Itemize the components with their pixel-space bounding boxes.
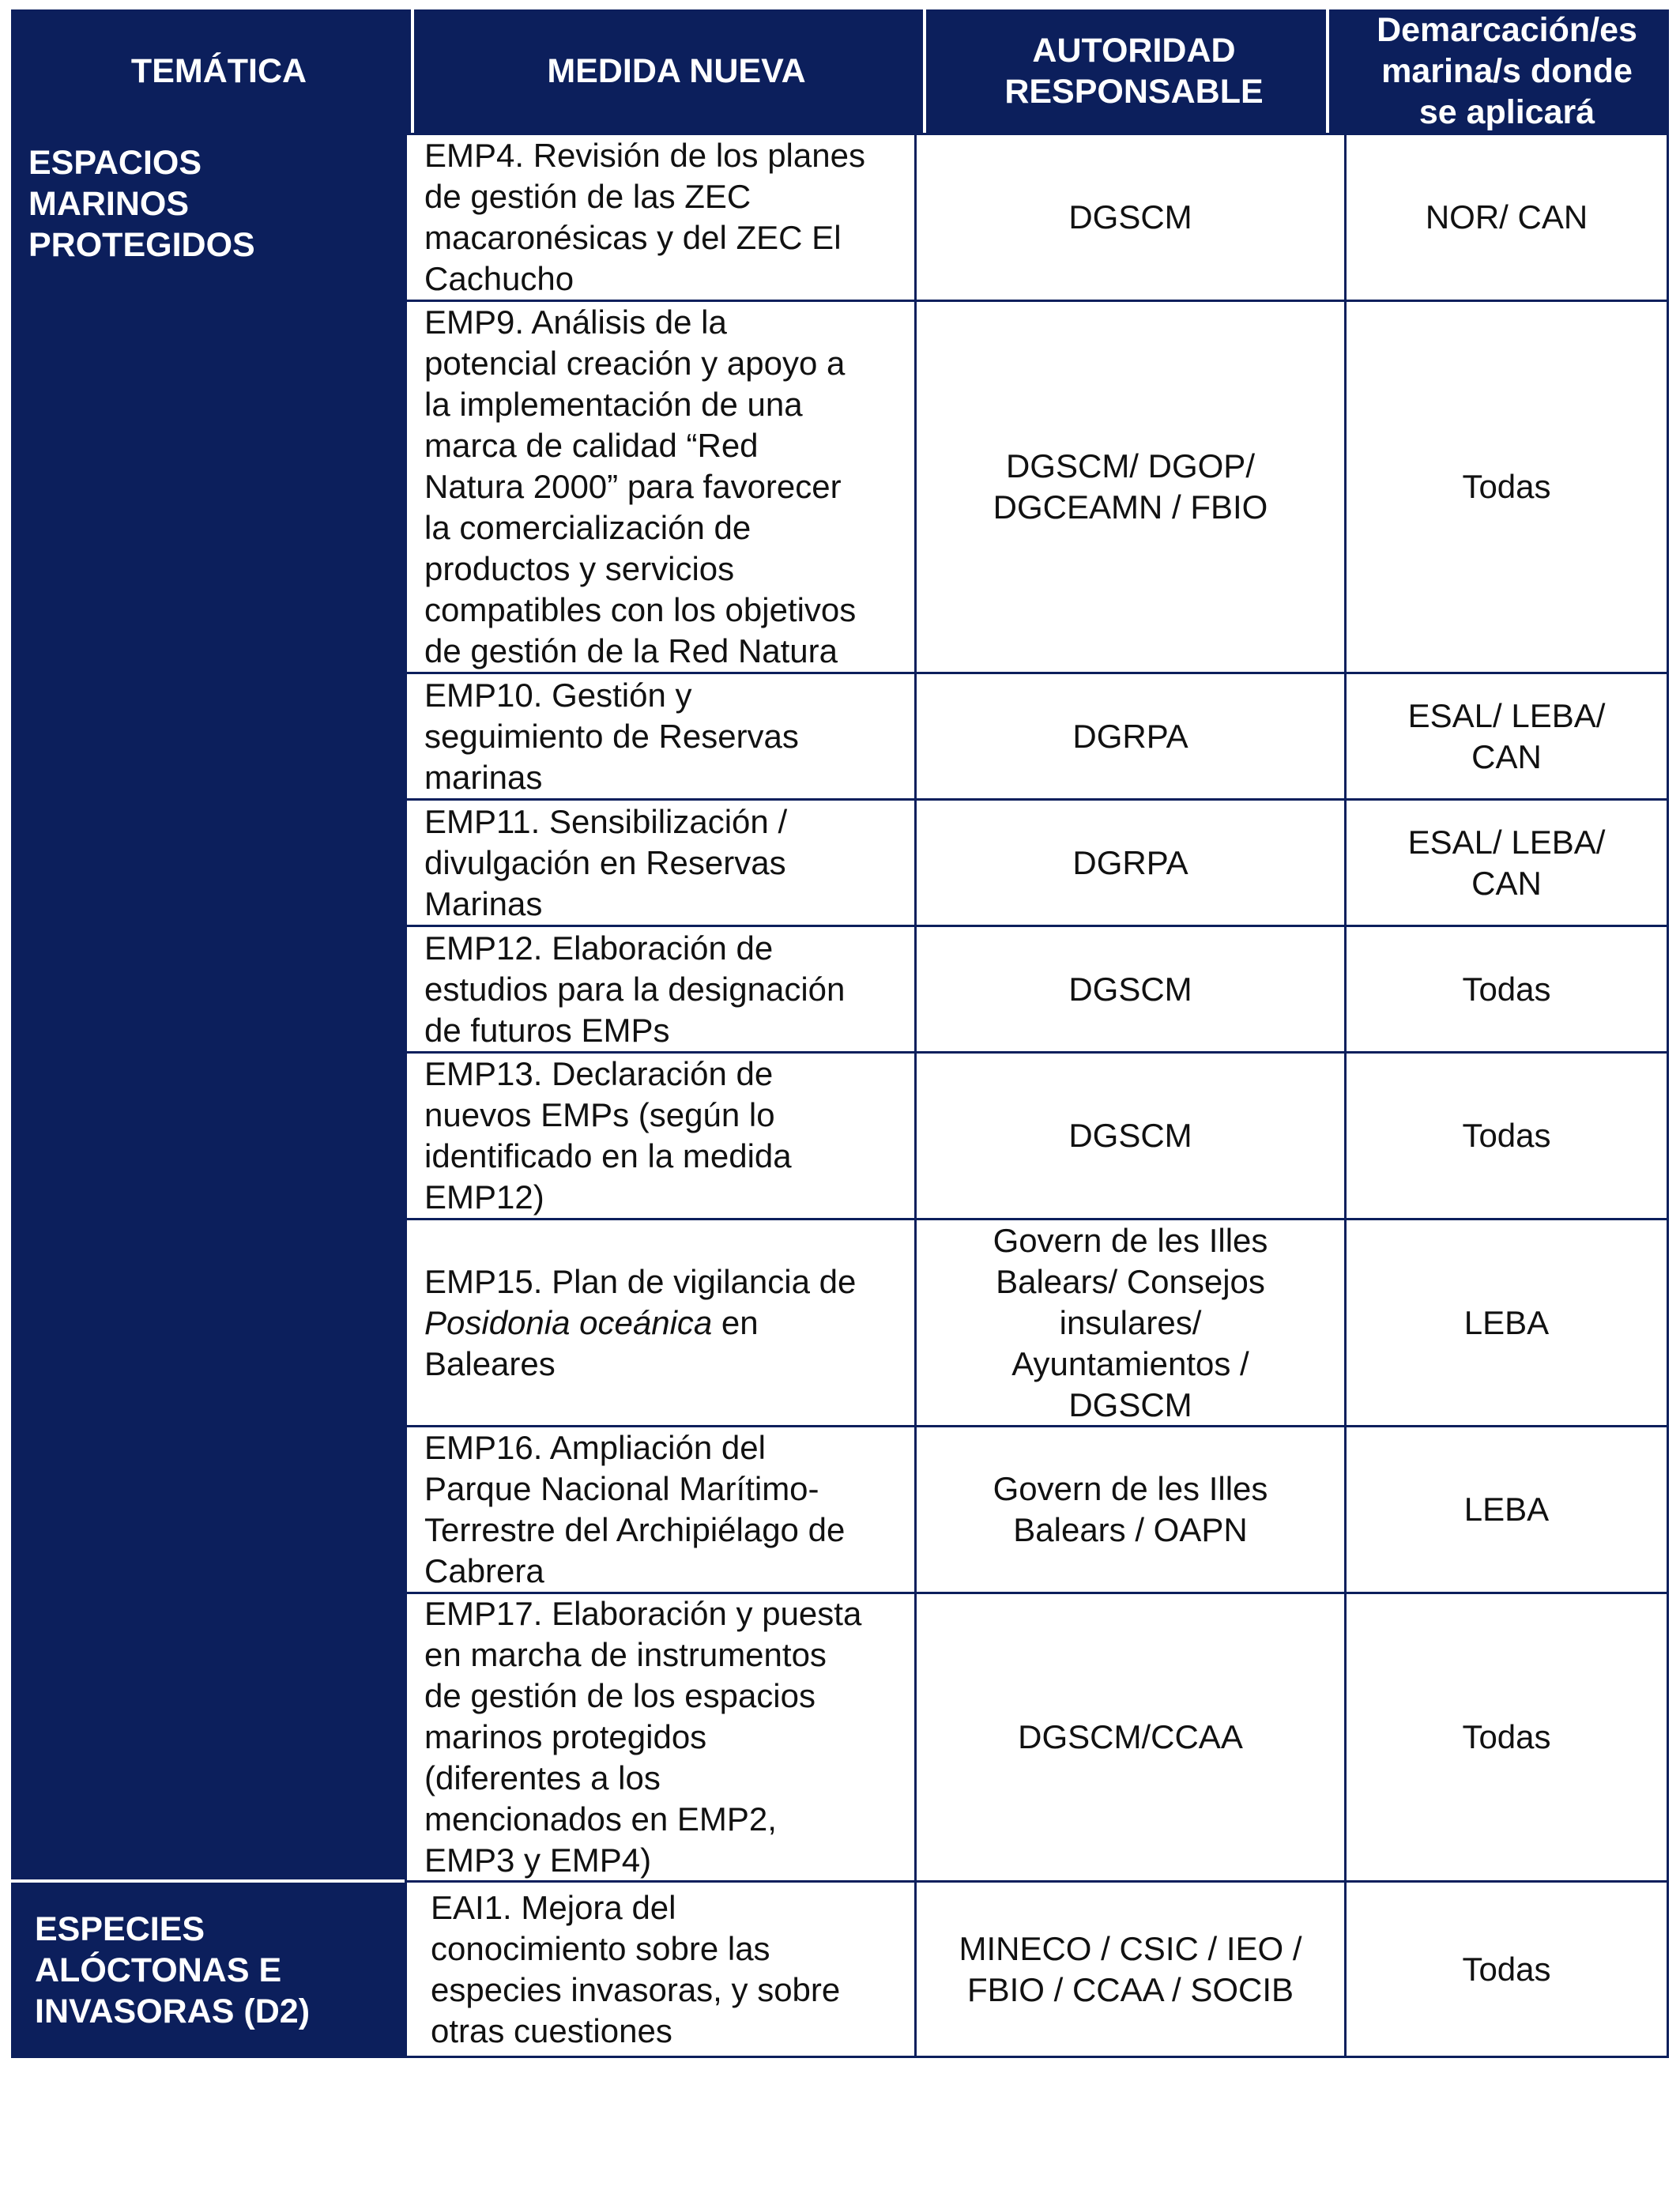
medida-line: [424, 1302, 856, 1344]
medida-line: Parque Nacional Marítimo-: [424, 1470, 819, 1507]
autoridad-line: FBIO / CCAA / SOCIB: [966, 1970, 1294, 2008]
autoridad-cell: [914, 133, 1347, 302]
medida-line: estudios para la designación: [424, 970, 846, 1008]
medida-line: de futuros EMPs: [424, 1011, 670, 1049]
medida-line: EMP3 y EMP4): [424, 1842, 652, 1879]
group-espacios-marinos: [11, 133, 405, 1879]
autoridad-cell: [914, 1218, 1347, 1427]
medida-fragment: en: [712, 1303, 759, 1341]
medida-cell: [405, 1425, 917, 1594]
demarcacion-line: Todas: [1462, 1117, 1551, 1154]
autoridad-line: Govern de les Illes: [993, 1221, 1268, 1259]
group-label-line: MARINOS: [28, 185, 190, 223]
medida-line: EMP16. Ampliación del: [424, 1429, 766, 1466]
medida-cell: [405, 1880, 917, 2058]
autoridad-line: DGSCM: [1068, 1117, 1192, 1154]
demarcacion-line: CAN: [1471, 737, 1542, 775]
autoridad-cell: [914, 672, 1347, 801]
demarcacion-cell: [1344, 925, 1669, 1054]
autoridad-line: DGSCM/ DGOP/: [1005, 447, 1255, 484]
medida-line: Marinas: [424, 884, 543, 922]
medida-cell: [405, 133, 917, 302]
autoridad-line: Govern de les Illes: [993, 1470, 1268, 1507]
medida-line: EMP10. Gestión y: [424, 676, 692, 714]
medida-line: en marcha de instrumentos: [424, 1636, 827, 1673]
medida-line: otras cuestiones: [431, 2011, 672, 2049]
medida-line: (diferentes a los: [424, 1759, 661, 1796]
autoridad-cell: [914, 925, 1347, 1054]
medida-line: mencionados en EMP2,: [424, 1800, 777, 1838]
medida-line: Natura 2000” para favorecer: [424, 468, 842, 505]
demarcacion-cell: [1344, 1218, 1669, 1427]
medida-line: potencial creación y apoyo a: [424, 345, 846, 382]
header-demarcacion-line: marina/s donde: [1381, 52, 1633, 90]
medida-line: la implementación de una: [424, 386, 803, 423]
header-tematica-text: TEMÁTICA: [130, 52, 307, 90]
group-label-line: ESPECIES: [35, 1910, 205, 1948]
medida-line: EMP4. Revisión de los planes: [424, 137, 865, 174]
medida-line: Terrestre del Archipiélago de: [424, 1511, 846, 1548]
medida-line: seguimiento de Reservas: [424, 717, 799, 755]
medida-line: EMP9. Análisis de la: [424, 303, 727, 341]
autoridad-cell: [914, 1592, 1347, 1883]
group-label-line: ESPACIOS: [28, 144, 202, 182]
demarcacion-line: CAN: [1471, 864, 1542, 902]
demarcacion-line: LEBA: [1463, 1303, 1550, 1341]
header-medida: [414, 9, 939, 133]
header-medida-text: MEDIDA NUEVA: [547, 52, 806, 90]
group-label-line: PROTEGIDOS: [28, 226, 255, 264]
demarcacion-line: ESAL/ LEBA/: [1407, 823, 1606, 861]
medida-line: EMP11. Sensibilización /: [424, 802, 788, 840]
medida-cell: [405, 798, 917, 927]
autoridad-line: MINECO / CSIC / IEO /: [959, 1929, 1302, 1967]
header-autoridad-line: AUTORIDAD: [1032, 32, 1236, 70]
medida-cell: [405, 1051, 917, 1220]
demarcacion-line: Todas: [1462, 970, 1551, 1008]
demarcacion-line: Todas: [1462, 468, 1551, 505]
medida-line: compatibles con los objetivos: [424, 591, 857, 628]
demarcacion-cell: [1344, 672, 1669, 801]
demarcacion-cell: [1344, 300, 1669, 674]
medida-line: la comercialización de: [424, 509, 751, 546]
demarcacion-cell: [1344, 133, 1669, 302]
autoridad-cell: [914, 1880, 1347, 2058]
medida-line: de gestión de las ZEC: [424, 178, 751, 215]
header-autoridad-line: RESPONSABLE: [1004, 73, 1264, 111]
medida-line: macaronésicas y del ZEC El: [424, 219, 842, 256]
group-especies-alóctonas: [11, 1883, 405, 2058]
autoridad-line: Ayuntamientos /: [1011, 1344, 1249, 1382]
medida-cell: [405, 300, 917, 674]
medida-line: EMP12. Elaboración de: [424, 929, 774, 967]
medida-line: especies invasoras, y sobre: [431, 1970, 841, 2008]
medida-cell: [405, 672, 917, 801]
medida-line: divulgación en Reservas: [424, 843, 786, 881]
autoridad-line: DGSCM: [1068, 198, 1192, 236]
medida-line: nuevos EMPs (según lo: [424, 1096, 775, 1133]
autoridad-cell: [914, 1051, 1347, 1220]
species-name: Posidonia oceánica: [424, 1303, 713, 1341]
autoridad-line: DGRPA: [1072, 717, 1188, 755]
header-tematica: [11, 9, 427, 133]
header-demarcacion: [1329, 9, 1680, 133]
demarcacion-cell: [1344, 1051, 1669, 1220]
autoridad-line: Balears / OAPN: [1013, 1511, 1248, 1548]
group-label-line: INVASORAS (D2): [35, 1992, 311, 2030]
header-demarcacion-line: Demarcación/es: [1377, 11, 1637, 49]
demarcacion-line: ESAL/ LEBA/: [1407, 696, 1606, 734]
autoridad-line: DGSCM: [1068, 970, 1192, 1008]
header-autoridad: [926, 9, 1342, 133]
demarcacion-line: Todas: [1462, 1718, 1551, 1755]
medida-cell: [405, 1592, 917, 1883]
demarcacion-cell: [1344, 798, 1669, 927]
medida-line: identificado en la medida: [424, 1137, 792, 1174]
medida-line: Cabrera: [424, 1552, 544, 1589]
demarcacion-cell: [1344, 1425, 1669, 1594]
medida-line: marinos protegidos: [424, 1718, 707, 1755]
demarcacion-cell: [1344, 1592, 1669, 1883]
autoridad-line: DGSCM/CCAA: [1018, 1718, 1243, 1755]
medida-line: EAI1. Mejora del: [431, 1888, 676, 1926]
medida-cell: [405, 1218, 917, 1427]
medida-line: Baleares: [424, 1344, 556, 1382]
autoridad-line: DGRPA: [1072, 843, 1188, 881]
autoridad-cell: [914, 300, 1347, 674]
medida-line: de gestión de la Red Natura: [424, 632, 838, 669]
medida-cell: [405, 925, 917, 1054]
medida-line: marca de calidad “Red: [424, 427, 759, 464]
autoridad-cell: [914, 1425, 1347, 1594]
autoridad-line: Balears/ Consejos: [996, 1262, 1265, 1300]
medida-line: EMP15. Plan de vigilancia de: [424, 1262, 857, 1300]
demarcacion-cell: [1344, 1880, 1669, 2058]
medida-line: conocimiento sobre las: [431, 1929, 770, 1967]
autoridad-line: DGCEAMN / FBIO: [993, 488, 1268, 526]
medida-line: productos y servicios: [424, 550, 735, 587]
demarcacion-line: Todas: [1462, 1950, 1551, 1988]
autoridad-line: DGSCM: [1068, 1385, 1192, 1423]
header-demarcacion-line: se aplicará: [1418, 93, 1595, 131]
medida-line: Cachucho: [424, 260, 574, 297]
medida-line: EMP13. Declaración de: [424, 1055, 774, 1092]
group-label-line: ALÓCTONAS E: [35, 1951, 282, 1989]
medida-line: de gestión de los espacios: [424, 1677, 816, 1714]
medida-line: EMP12): [424, 1178, 544, 1216]
medida-line: marinas: [424, 758, 543, 796]
medida-line: EMP17. Elaboración y puesta: [424, 1595, 862, 1632]
autoridad-line: insulares/: [1059, 1303, 1202, 1341]
demarcacion-line: LEBA: [1463, 1491, 1550, 1528]
autoridad-cell: [914, 798, 1347, 927]
demarcacion-line: NOR/ CAN: [1425, 198, 1588, 236]
